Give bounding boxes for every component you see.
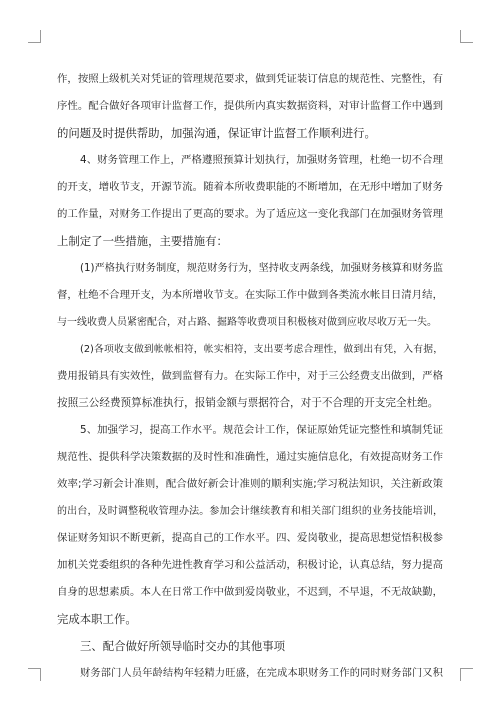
text-line: 的问题及时提供帮助，加强沟通，保证审计监督工作顺利进行。 [57, 126, 376, 140]
text-line: 自身的思想素质。本人在日常工作中做到爱岗敬业，不迟到，不早退，不无故缺勤， [57, 586, 443, 598]
crop-mark-top-left [28, 30, 41, 43]
text-line: 财务部门人员年龄结构年轻精力旺盛，在完成本职财务工作的同时财务部门又积 [80, 668, 443, 679]
text-line: 保证财务知识不断更新，提高自己的工作水平。四、爱岗敬业，提高思想觉悟积极参 [57, 532, 443, 544]
text-line: 作，按照上级机关对凭证的管理规范要求，做到凭证装订信息的规范性、完整性，有 [57, 73, 443, 85]
section-heading: 三、配合做好所领导临时交办的其他事项 [80, 639, 286, 653]
crop-mark-bottom-left [28, 668, 41, 681]
text-line: 加机关党委组织的各种先进性教育学习和公益活动，积极讨论，认真总结，努力提高 [57, 559, 443, 571]
text-line: 完成本职工作。 [57, 612, 137, 626]
text-line: 督，杜绝不合理开支，为本所增收节支。在实际工作中做到各类流水帐目日清月结， [57, 289, 443, 301]
text-line: 的工作量，对财务工作提出了更高的要求。为了适应这一变化我部门在加强财务管理 [57, 208, 443, 220]
text-line: 与一线收费人员紧密配合，对占路、掘路等收费项目积极核对做到应收尽收万无一失。 [57, 317, 437, 328]
text-line: 按照三公经费预算标准执行，报销金额与票据符合，对于不合理的开支完全杜绝。 [57, 397, 439, 409]
text-line: 的开支，增收节支，开源节流。随着本所收费职能的不断增加，在无形中增加了财务 [57, 181, 443, 193]
document-body [57, 66, 443, 687]
crop-mark-bottom-right [460, 668, 473, 681]
text-line: (2)各项收支做到帐帐相符，帐实相符，支出要考虑合理性，做到出有凭，入有据， [80, 344, 443, 355]
text-line: 的出台，及时调整税收管理办法。参加会计继续教育和相关部门组织的业务技能培训， [57, 506, 443, 517]
text-line: (1)严格执行财务制度，规范财务行为，坚持收支两条线，加强财务核算和财务监 [80, 263, 443, 274]
text-line: 效率;学习新会计准则，配合做好新会计准则的顺利实施;学习税法知识，关注新政策 [57, 478, 443, 490]
crop-mark-top-right [460, 30, 473, 43]
text-line: 上制定了一些措施，主要措施有： [57, 234, 228, 248]
text-line: 4、财务管理工作上，严格遵照预算计划执行，加强财务管理，杜绝一切不合理 [80, 154, 443, 166]
text-line: 费用报销具有实效性，做到监督有力。在实际工作中，对于三公经费支出做到，严格 [57, 370, 443, 382]
text-line: 规范性、提供科学决策数据的及时性和准确性，通过实施信息化，有效提高财务工作 [57, 451, 443, 463]
text-line: 5、加强学习，提高工作水平。规范会计工作，保证原始凭证完整性和填制凭证 [80, 424, 443, 436]
text-line: 序性。配合做好各项审计监督工作，提供所内真实数据资料，对审计监督工作中遇到 [57, 100, 443, 112]
